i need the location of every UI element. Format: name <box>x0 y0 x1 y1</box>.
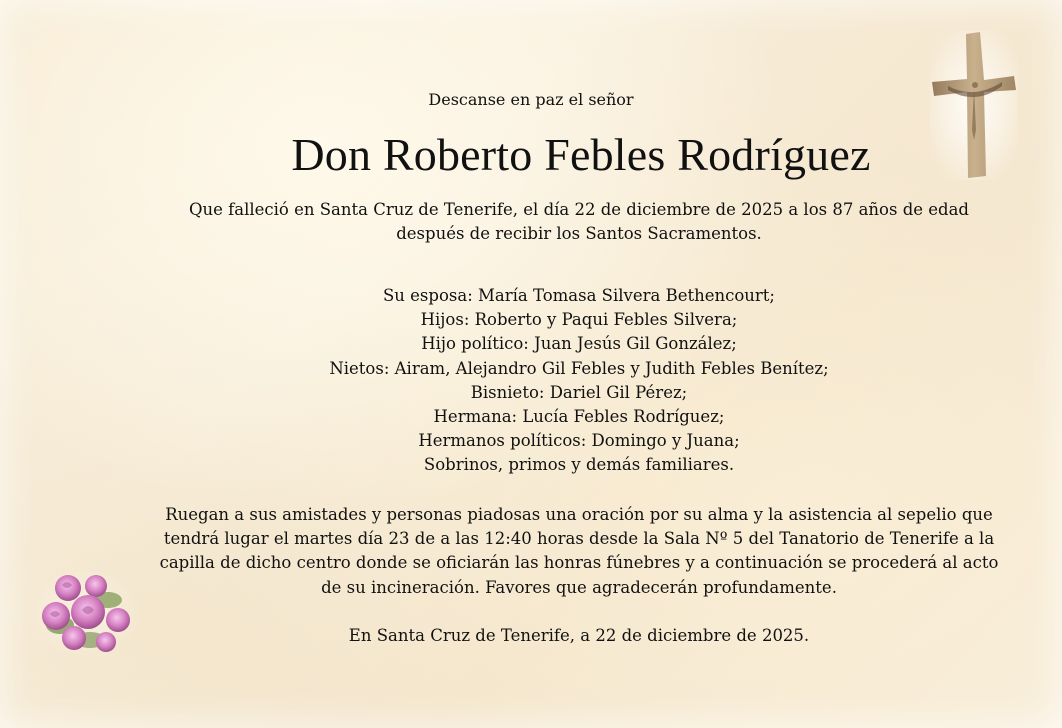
death-line: después de recibir los Santos Sacramentos. <box>396 224 762 244</box>
family-line: Hermana: Lucía Febles Rodríguez; <box>433 407 725 427</box>
request-line: capilla de dicho centro donde se oficiarán las honras fúnebres y a continuación se procederá al acto <box>159 553 999 573</box>
family-line: Su esposa: María Tomasa Silvera Bethencourt; <box>382 286 775 305</box>
death-details <box>0 198 1062 246</box>
funeral-request <box>150 503 1008 600</box>
family-line: Hijos: Roberto y Paqui Febles Silvera; <box>420 310 738 330</box>
family-line: Bisnieto: Dariel Gil Pérez; <box>470 382 688 402</box>
death-line: Que falleció en Santa Cruz de Tenerife, el día 22 de diciembre de 2025 a los 87 años de edad <box>188 200 969 219</box>
request-line: Ruegan a sus amistades y personas piadosas una oración por su alma y la asistencia al sepelio que <box>165 505 993 524</box>
request-line: de su incineración. Favores que agradecerán profundamente. <box>321 577 837 597</box>
date-line: En Santa Cruz de Tenerife, a 22 de diciembre de 2025. <box>348 626 810 645</box>
family-line: Hermanos políticos: Domingo y Juana; <box>418 431 740 451</box>
family-list <box>0 284 1062 478</box>
intro-text: Descanse en paz el señor <box>428 90 634 109</box>
family-line: Hijo político: Juan Jesús Gil González; <box>421 334 737 354</box>
request-line: tendrá lugar el martes día 23 de a las 12:40 horas desde la Sala Nº 5 del Tanatorio de Tenerife a la <box>163 529 995 549</box>
family-line: Sobrinos, primos y demás familiares. <box>423 455 735 475</box>
deceased-name: Don Roberto Febles Rodríguez <box>291 129 871 180</box>
family-line: Nietos: Airam, Alejandro Gil Febles y Judith Febles Benítez; <box>329 358 829 378</box>
